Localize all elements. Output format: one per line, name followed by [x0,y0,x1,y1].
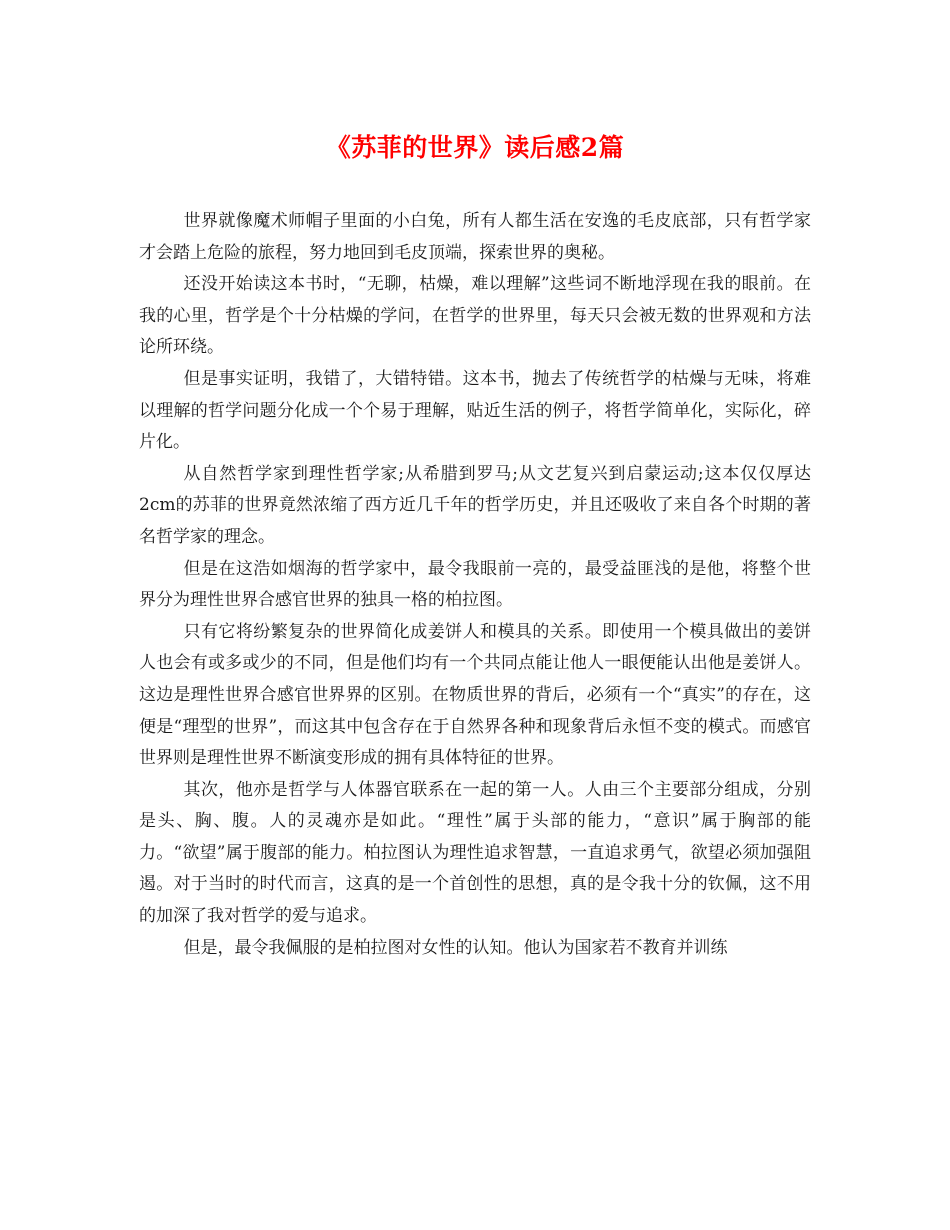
paragraph-4: 从自然哲学家到理性哲学家;从希腊到罗马;从文艺复兴到启蒙运动;这本仅仅厚达2cm的苏菲的世界竟然浓缩了西方近几千年的哲学历史，并且还吸收了来自各个时期的著名哲学家的理念。 [139,463,811,547]
document-body [139,206,811,964]
paragraph-2: 还没开始读这本书时，“无聊，枯燥，难以理解”这些词不断地浮现在我的眼前。在我的心里，哲学是个十分枯燥的学问，在哲学的世界里，每天只会被无数的世界观和方法论所环绕。 [139,274,811,358]
paragraph-5: 但是在这浩如烟海的哲学家中，最令我眼前一亮的，最受益匪浅的是他，将整个世界分为理性世界合感官世界的独具一格的柏拉图。 [139,558,811,611]
paragraph-1: 世界就像魔术师帽子里面的小白兔，所有人都生活在安逸的毛皮底部，只有哲学家才会踏上危险的旅程，努力地回到毛皮顶端，探索世界的奥秘。 [139,211,811,263]
paragraph-8: 但是，最令我佩服的是柏拉图对女性的认知。他认为国家若不教育并训练 [183,937,728,958]
paragraph-6: 只有它将纷繁复杂的世界简化成姜饼人和模具的关系。即使用一个模具做出的姜饼人也会有或多或少的不同，但是他们均有一个共同点能让他人一眼便能认出他是姜饼人。这边是理性世界合感官世界界的区别。在物质世界的背后，必须有一个“真实”的存在，这便是“理型的世界”，而这其中包含存在于自然界各种和现象背后永恒不变的模式。而感官世界则是理性世界不断演变形成的拥有具体特征的世界。 [139,621,811,769]
document-title: 《苏菲的世界》读后感2篇 [325,133,625,162]
paragraph-3: 但是事实证明，我错了，大错特错。这本书，抛去了传统哲学的枯燥与无味，将难以理解的哲学问题分化成一个个易于理解，贴近生活的例子，将哲学简单化，实际化，碎片化。 [139,368,811,453]
paragraph-7: 其次，他亦是哲学与人体器官联系在一起的第一人。人由三个主要部分组成，分别是头、胸、腹。人的灵魂亦是如此。“理性”属于头部的能力，“意识”属于胸部的能力。“欲望”属于腹部的能力。柏拉图认为理性追求智慧，一直追求勇气，欲望必须加强阻遏。对于当时的时代而言，这真的是一个首创性的思想，真的是令我十分的钦佩，这不用的加深了我对哲学的爱与追求。 [139,779,811,927]
